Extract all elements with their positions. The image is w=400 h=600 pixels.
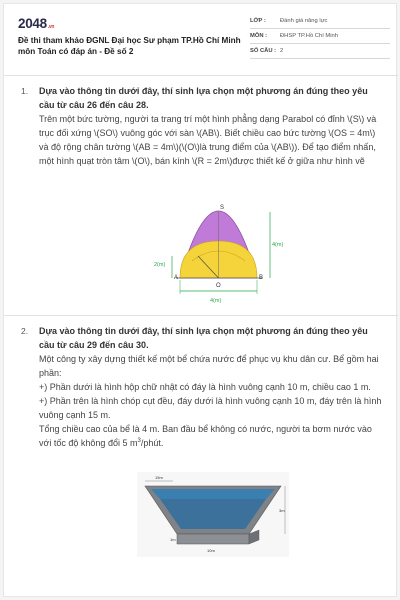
water-tank-figure	[137, 472, 289, 557]
dim-side-label: 3m	[279, 508, 285, 513]
tank-water-surface	[151, 489, 275, 499]
question-body	[39, 84, 384, 168]
question-2	[4, 320, 398, 590]
parabola-figure	[146, 196, 291, 312]
meta-label: MÔN :	[250, 33, 268, 39]
document-header	[4, 4, 398, 76]
tank-box-front	[177, 534, 249, 544]
question-lead: Dựa vào thông tin dưới đây, thí sinh lựa chọn một phương án đúng theo yêu cầu từ câu 26 đến câu 28.	[39, 86, 368, 110]
dim-width-label: 4(m)	[210, 298, 222, 304]
meta-value: Đánh giá năng lực	[280, 18, 328, 24]
dim-top-label: 15m	[155, 475, 163, 480]
meta-value: ĐHSP TP.Hồ Chí Minh	[280, 33, 338, 39]
dim-bottom-w-label: 10m	[207, 548, 215, 553]
label-s: S	[220, 205, 225, 211]
meta-row-count	[250, 44, 390, 59]
meta-label: LỚP :	[250, 18, 266, 24]
site-logo[interactable]: 2048.vn	[18, 16, 55, 31]
question-1	[4, 80, 398, 311]
question-number: 2.	[21, 326, 29, 336]
meta-row-subject	[250, 29, 390, 44]
question-divider	[4, 315, 398, 316]
label-o: O	[216, 283, 221, 289]
label-b: B	[259, 275, 264, 281]
document-title: Đề thi tham khảo ĐGNL Đại học Sư phạm TP.Hồ Chí Minh môn Toán có đáp án - Đề số 2	[18, 36, 241, 56]
dim-radius-label: 2(m)	[154, 262, 166, 268]
question-body	[39, 324, 384, 450]
meta-table	[250, 14, 390, 59]
meta-value: 2	[280, 48, 284, 54]
question-paragraph: +) Phần dưới là hình hộp chữ nhật có đáy là hình vuông cạnh 10 m, chiều cao 1 m.	[39, 382, 371, 392]
meta-label: SỐ CÂU :	[250, 48, 277, 54]
meta-row-class	[250, 14, 390, 29]
question-text: Trên một bức tường, người ta trang trí một hình phẳng dạng Parabol có đỉnh \(S\) và trục đối xứng \(SO\) vuông góc với sàn \(AB\). Biết chiều cao bức tường \(OS = 4m\) và độ rộng chân tường \(AB = 4m\)(\(O\)là trung điểm của \(AB\)). Để tạo điểm nhấn, một hình quạt tròn tâm \(O\), bán kính \(R = 2m\)được thiết kế ở giữa như hình vẽ	[39, 114, 377, 166]
dim-bottom-h-label: 1m	[170, 537, 176, 542]
question-paragraph-last: Tổng chiều cao của bể là 4 m. Ban đầu bể không có nước, người ta bơm nước vào với tốc độ không đổi 5 $m^3$/phút.	[39, 424, 372, 448]
question-lead: Dựa vào thông tin dưới đây, thí sinh lựa chọn một phương án đúng theo yêu cầu từ câu 29 đến câu 30.	[39, 326, 368, 350]
label-a: A	[174, 275, 179, 281]
question-paragraph: Một công ty xây dựng thiết kế một bể chứa nước để phục vụ khu dân cư. Bể gồm hai phần:	[39, 354, 379, 378]
dim-height-label: 4(m)	[272, 242, 284, 248]
question-paragraph: +) Phần trên là hình chóp cụt đều, đáy dưới là hình vuông cạnh 10 m, đáy trên là hình vuông cạnh 15 m.	[39, 396, 382, 420]
document-page	[3, 3, 397, 597]
question-number: 1.	[21, 86, 29, 96]
